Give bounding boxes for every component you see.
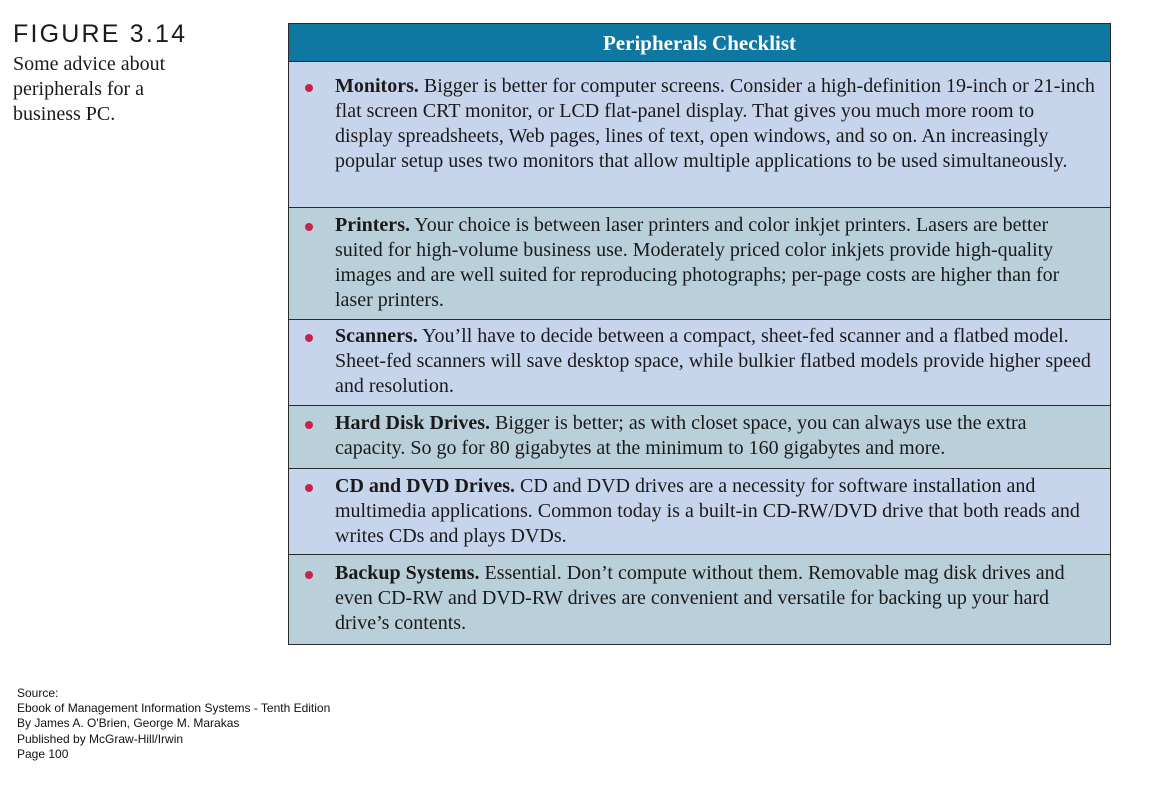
checklist-item-scanners: [289, 320, 1110, 406]
item-term: Hard Disk Drives.: [335, 412, 490, 434]
checklist-title: Peripherals Checklist: [289, 24, 1110, 62]
source-line: Published by McGraw-Hill/Irwin: [17, 731, 184, 746]
source-line: Page 100: [17, 746, 69, 761]
peripherals-checklist-table: [288, 23, 1111, 645]
item-term: Backup Systems.: [335, 562, 480, 584]
source-line: By James A. O'Brien, George M. Marakas: [17, 716, 240, 731]
checklist-item-monitors: [289, 62, 1110, 208]
figure-label: FIGURE 3.14: [13, 20, 188, 48]
item-text: Bigger is better for computer screens. Consider a high-definition 19-inch or 21-inch flat screen CRT monitor, or LCD flat-panel display. That gives you much more room to display spreadsheets, Web pages, lines of text, open windows, and so on. An increasingly popular setup uses two monitors that allow multiple applications to be used simultaneously.: [335, 75, 1095, 172]
bullet-icon: [305, 571, 313, 579]
item-text: You’ll have to decide between a compact, sheet-fed scanner and a flatbed model. Sheet-fed scanners will save desktop space, while bulkier flatbed models provide higher speed and resolution.: [335, 325, 1091, 397]
bullet-icon: [305, 421, 313, 429]
bullet-icon: [305, 484, 313, 492]
bullet-icon: [305, 223, 313, 231]
item-text: Your choice is between laser printers and color inkjet printers. Lasers are better suited for high-volume business use. Moderately priced color inkjets provide high-quality images and are well suited for reproducing photographs; per-page costs are higher than for laser printers.: [335, 214, 1060, 311]
item-term: Monitors.: [335, 75, 419, 97]
item-term: Scanners.: [335, 325, 418, 347]
item-term: Printers.: [335, 214, 410, 236]
item-text: Essential. Don’t compute without them. Removable mag disk drives and even CD-RW and DVD-RW drives are convenient and versatile for backing up your hard drive’s contents.: [335, 562, 1065, 634]
checklist-item-hard-disk-drives: [289, 406, 1110, 469]
checklist-item-backup-systems: [289, 555, 1110, 644]
item-text: CD and DVD drives are a necessity for software installation and multimedia applications. Common today is a built-in CD-RW/DVD drive that both reads and writes CDs and plays DVDs.: [335, 475, 1080, 547]
source-line: Ebook of Management Information Systems - Tenth Edition: [17, 701, 331, 716]
checklist-item-cd-dvd-drives: [289, 469, 1110, 555]
bullet-icon: [305, 334, 313, 342]
source-citation: [17, 686, 330, 762]
source-line: Source:: [17, 686, 59, 700]
item-term: CD and DVD Drives.: [335, 475, 515, 497]
item-text: Bigger is better; as with closet space, you can always use the extra capacity. So go for 80 gigabytes at the minimum to 160 gigabytes and more.: [335, 412, 1027, 459]
figure-caption: Some advice about peripherals for a business PC.: [13, 53, 166, 125]
bullet-icon: [305, 84, 313, 92]
checklist-item-printers: [289, 208, 1110, 320]
